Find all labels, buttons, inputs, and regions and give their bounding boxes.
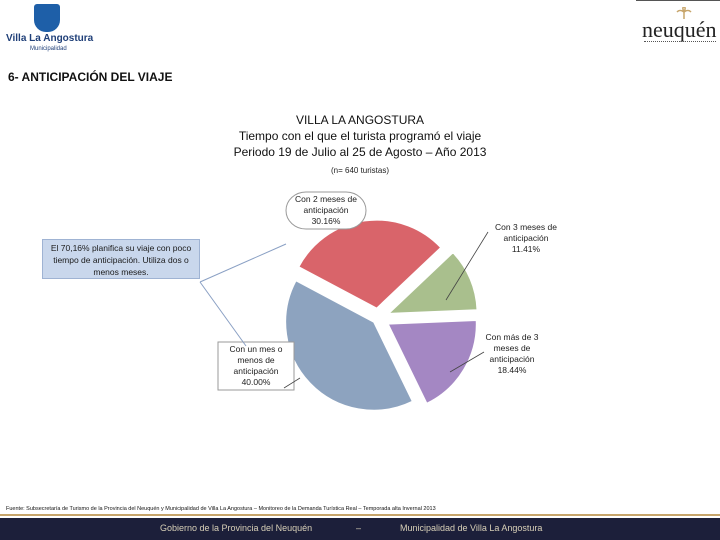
slice-name-label: Con un mes o — [229, 344, 283, 354]
slice-name-label: Con 2 meses de — [295, 194, 357, 204]
footer-bar — [0, 518, 720, 540]
slice-name-label: menos de — [237, 355, 275, 365]
sample-size: (n= 640 turistas) — [330, 166, 390, 175]
brand-sub: Municipalidad — [30, 46, 67, 52]
chart-title-line2: Tiempo con el que el turista programó el viaje — [238, 129, 482, 143]
slice-label — [218, 342, 294, 390]
slice-label — [286, 192, 366, 229]
footer-dash: – — [356, 523, 362, 533]
chart-title-line3: Periodo 19 de Julio al 25 de Agosto – Año 2013 — [233, 145, 487, 159]
pie-slice — [286, 281, 413, 410]
footer-accent-line — [0, 514, 720, 516]
slice-label — [488, 220, 564, 257]
summary-note: El 70,16% planifica su viaje con poco tiempo de anticipación. Utiliza dos o menos meses. — [42, 239, 200, 279]
brand-name: Villa La Angostura — [6, 33, 94, 44]
slice-name-label: anticipación — [489, 354, 535, 364]
slice-name-label: meses de — [493, 343, 531, 353]
slice-value-label: 40.00% — [241, 377, 271, 387]
slice-name-label: Con 3 meses de — [495, 222, 557, 232]
slice-name-label: anticipación — [303, 205, 349, 215]
footer-right: Municipalidad de Villa La Angostura — [400, 523, 543, 533]
slice-name-label: anticipación — [503, 233, 549, 243]
section-title: 6- ANTICIPACIÓN DEL VIAJE — [8, 70, 173, 84]
neuquen-wordmark: neuquén — [642, 17, 717, 42]
slice-value-label: 11.41% — [511, 244, 541, 254]
note-connector — [200, 244, 286, 282]
source-note: Fuente: Subsecretaría de Turismo de la Provincia del Neuquén y Municipalidad de Villa La Angostura – Monitoreo de la Demanda Turística Real – Temporada alta Invernal 2013 — [6, 506, 436, 512]
slice-name-label: Con más de 3 — [485, 332, 539, 342]
slice-label — [477, 330, 547, 378]
chart-title-line1: VILLA LA ANGOSTURA — [295, 113, 425, 127]
slice-value-label: 18.44% — [497, 365, 527, 375]
slice-name-label: anticipación — [233, 366, 279, 376]
slice-value-label: 30.16% — [311, 216, 341, 226]
footer-left: Gobierno de la Provincia del Neuquén — [160, 523, 313, 533]
note-connector — [200, 282, 246, 346]
